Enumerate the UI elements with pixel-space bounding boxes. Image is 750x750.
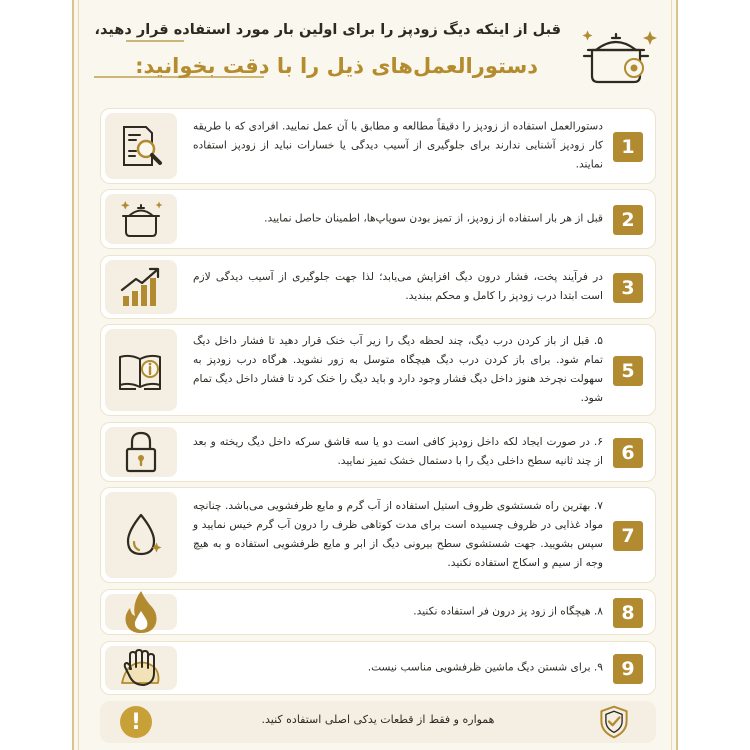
- rising-chart-icon: [116, 262, 166, 312]
- step-row: [100, 108, 656, 184]
- icon-box: [105, 427, 177, 477]
- step-number: 5: [613, 356, 643, 386]
- step-text: ۹. برای شستن دیگ ماشین ظرفشویی مناسب نیست.: [367, 661, 603, 674]
- document-magnifier-icon: [116, 121, 166, 171]
- pot-icon: [116, 194, 166, 244]
- step-number: 1: [613, 132, 643, 162]
- step-number: 8: [613, 598, 643, 628]
- step-number: 9: [613, 654, 643, 684]
- footer-text: همواره و فقط از قطعات یدکی اصلی استفاده کنید.: [261, 713, 495, 726]
- lock-icon: [116, 427, 166, 477]
- step-text: ۷. بهترین راه شستشوی ظروف استیل استفاده از آب گرم و مایع ظرفشویی می‌باشد. چنانچه مواد غذایی در ظروف چسبیده است برای مدت کوتاهی ظرف را درون آب گرم خیس نمایید و سپس بشویید. جهت شستشوی سطح بیرونی دیگ از ابر و مایع ظرفشویی استفاده و به هیچ وجه از سیم و اسکاج استفاده نکنید.: [193, 500, 603, 569]
- step-text: در فرآیند پخت، فشار درون دیگ افزایش می‌یابد؛ لذا جهت جلوگیری از آسیب دیدگی لازم است ابتدا درب زودپز را کامل و محکم ببندید.: [193, 271, 603, 302]
- footer-note: [100, 701, 656, 743]
- step-number: 6: [613, 438, 643, 468]
- header-title-line2: دستورالعمل‌های ذیل را با دقت بخوانید:: [135, 54, 538, 78]
- shield-check-icon: [596, 704, 632, 740]
- icon-box: [105, 594, 177, 630]
- step-text: ۸. هیچگاه از زود پز درون فر استفاده نکنید.: [413, 605, 603, 618]
- header-title-line1: قبل از اینکه دیگ زودپز را برای اولین بار مورد استفاده قرار دهید،: [94, 22, 561, 38]
- icon-box: [105, 194, 177, 244]
- pot-logo-icon: [578, 20, 658, 90]
- step-text: دستورالعمل استفاده از زودپز را دقیقاً مطالعه و مطابق با آن عمل نمایید. افرادی که با طریقه کار زودپز آشنایی ندارند برای جلوگیری از آسیب دیدگی یا خسارات نباید از زودپز استفاده نمایند.: [193, 120, 603, 171]
- step-row: [100, 324, 656, 416]
- icon-box: [105, 492, 177, 578]
- step-row: [100, 189, 656, 249]
- flame-icon: [116, 587, 166, 637]
- water-drop-icon: [116, 510, 166, 560]
- header: [86, 18, 666, 96]
- info-book-icon: [116, 345, 166, 395]
- step-text: ۶. در صورت ایجاد لکه داخل زودپز کافی است دو یا سه قاشق سرکه داخل دیگ ریخته و بعد از چند ثانیه سطح داخلی دیگ را با دستمال خشک تمیز نمایید.: [193, 436, 603, 467]
- header-divider: [126, 40, 184, 42]
- step-number: 3: [613, 273, 643, 303]
- icon-box: [105, 113, 177, 179]
- step-text: ۵. قبل از باز کردن درب دیگ، چند لحظه دیگ را زیر آب خنک قرار دهید تا فشار داخل دیگ تمام شود. برای باز کردن درب دیگ هیچگاه متوسل به زور نشوید. هرگاه درب زودپز به سهولت نچرخد هنوز داخل دیگ فشار وجود دارد و باید دیگ را خنک کرد تا فشار داخل دیگ تمام شود.: [193, 335, 603, 404]
- hand-wipe-icon: [116, 643, 166, 693]
- step-text: قبل از هر بار استفاده از زودپز، از تمیز بودن سوپاپ‌ها، اطمینان حاصل نمایید.: [264, 212, 603, 225]
- step-row: [100, 255, 656, 319]
- step-number: 7: [613, 521, 643, 551]
- icon-box: [105, 646, 177, 690]
- step-row: [100, 487, 656, 583]
- step-number: 2: [613, 205, 643, 235]
- icon-box: [105, 260, 177, 314]
- icon-box: [105, 329, 177, 411]
- warning-icon: !: [120, 706, 152, 738]
- step-row: [100, 641, 656, 695]
- step-row: [100, 589, 656, 635]
- step-row: [100, 422, 656, 482]
